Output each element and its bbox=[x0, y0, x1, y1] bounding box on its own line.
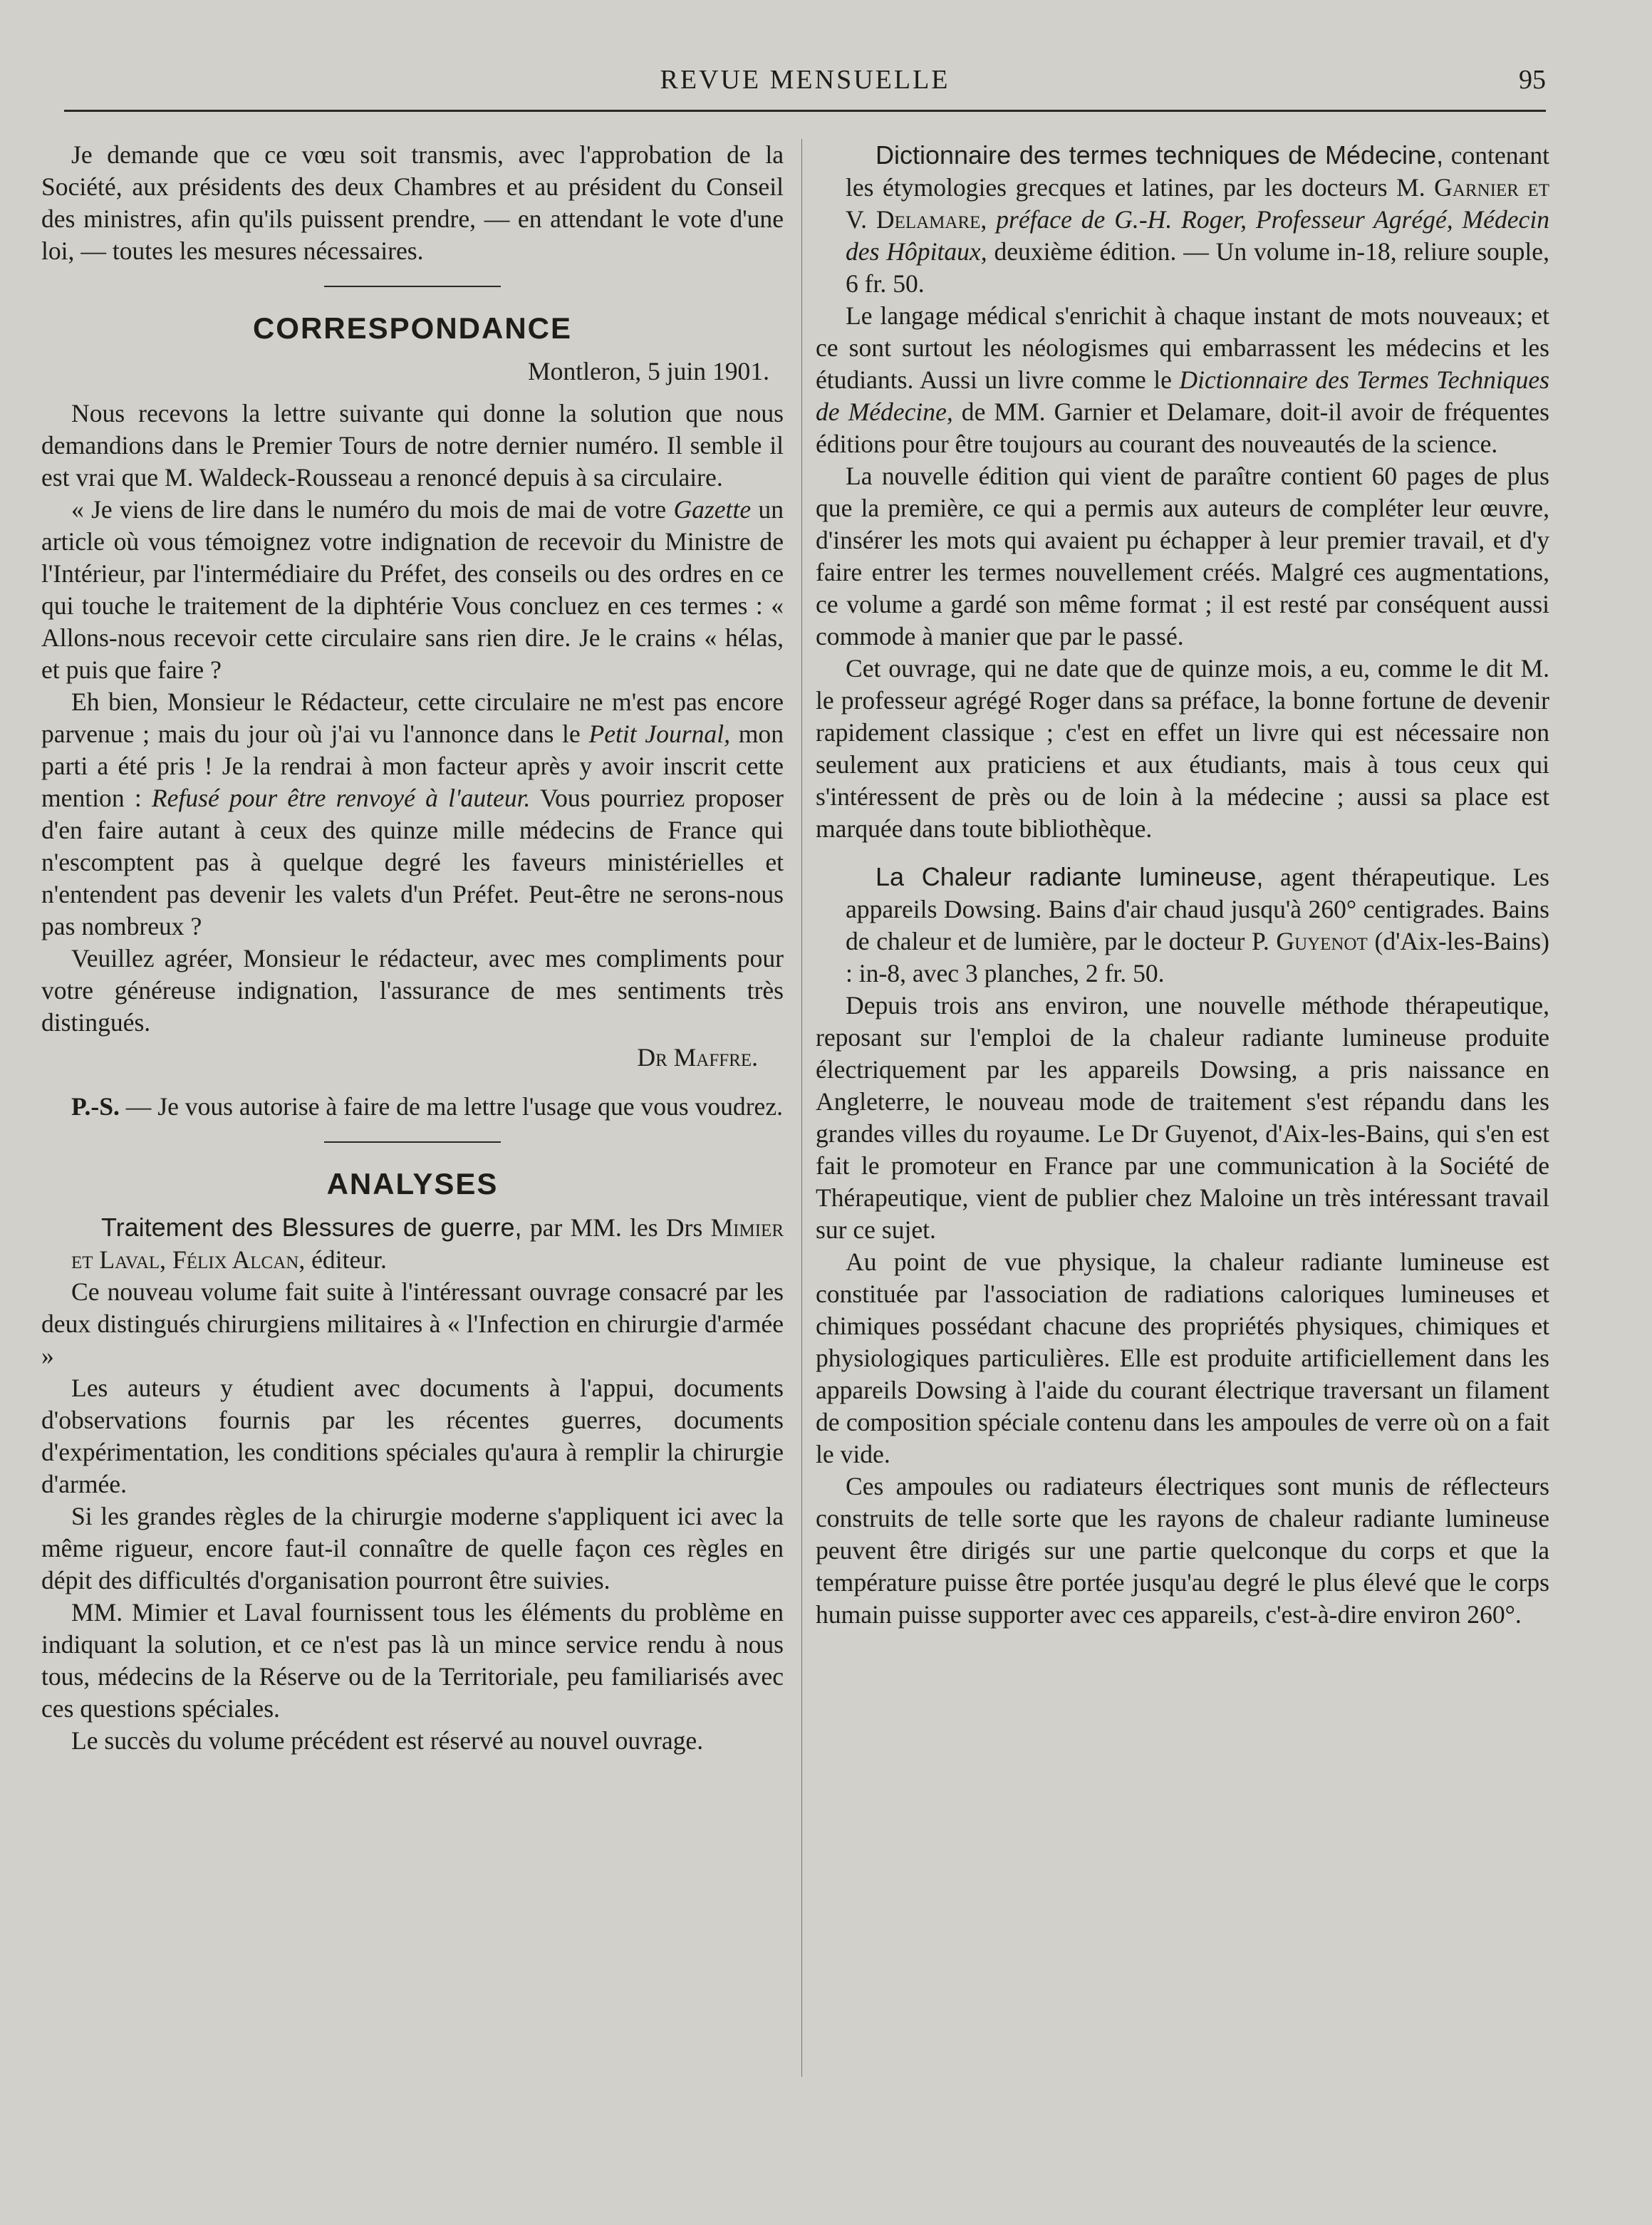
review-paragraph: Les auteurs y étudient avec documents à l'appui, documents d'observations fournis par les récentes guerres, documents d'expérimentation, les conditions spéciales qu'aura à remplir la chirurgie d'armée. bbox=[41, 1374, 784, 1498]
review-paragraph bbox=[816, 300, 1549, 460]
book-authors: Garnier et V. Delamare, bbox=[846, 173, 1549, 234]
section-separator bbox=[324, 1141, 501, 1143]
review-paragraph: MM. Mimier et Laval fournissent tous les éléments du problème en indiquant la solution, et ce n'est pas là un mince service rendu à nous tous, médecins de la Réserve ou de la Territoriale, peu familiarisés avec ces questions spéciales. bbox=[41, 1598, 784, 1723]
book-entry-text: éditeur. bbox=[305, 1245, 387, 1274]
book-title-inline: Dictionnaire des Termes Techniques de Médecine, bbox=[816, 365, 1549, 426]
section-title-correspondance: CORRESPONDANCE bbox=[252, 311, 573, 345]
postscript-text: — Je vous autorise à faire de ma lettre l'usage que vous voudrez. bbox=[119, 1092, 784, 1121]
review-paragraph: Si les grandes règles de la chirurgie moderne s'appliquent ici avec la même rigueur, encore faut-il connaître de quelle façon ces règles en dépit des difficultés d'organisation pourront être suivies. bbox=[41, 1502, 784, 1594]
paragraph-intro-letter: Nous recevons la lettre suivante qui donne la solution que nous demandions dans le Premier Tours de notre dernier numéro. Il semble il est vrai que M. Waldeck-Rousseau a renoncé depuis à sa circulaire. bbox=[41, 399, 784, 492]
book-entry-text: par MM. les Drs bbox=[521, 1213, 711, 1242]
book-title: La Chaleur radiante lumineuse, bbox=[876, 862, 1264, 891]
review-paragraph: Cet ouvrage, qui ne date que de quinze mois, a eu, comme le dit M. le professeur agrégé Roger dans sa préface, la bonne fortune de devenir rapidement classique ; c'est en effet un livre qui est nécessaire non seulement aux praticiens et aux étudiants, mais à tous ceux qui s'intéressent de près ou de loin à la médecine ; aussi sa place est marquée dans toute bibliothèque. bbox=[816, 654, 1549, 843]
quoted-mention: Refusé pour être renvoyé à l'auteur. bbox=[151, 784, 531, 812]
book-entry-text: deuxième édition. — Un volume in-18, reliure souple, 6 fr. 50. bbox=[846, 237, 1549, 298]
letter-text: Vous pourriez proposer d'en faire autant à ceux des quinze mille médecins de France qui n'escomptent pas à quelque degré les faveurs ministérielles et n'entendent pas devenir les valets d'un Préfet. Peut-être ne serons-nous pas nombreux ? bbox=[41, 784, 784, 940]
review-paragraph: Ce nouveau volume fait suite à l'intéressant ouvrage consacré par les deux distingués chirurgiens militaires à « l'Infection en chirurgie d'armée » bbox=[41, 1277, 784, 1370]
book-entry-text: contenant les étymologies grecques et latines, par les docteurs M. bbox=[846, 141, 1549, 202]
spacer bbox=[816, 845, 1549, 861]
letter-text: mon parti a été pris ! Je la rendrai à mon facteur après y avoir inscrit cette mention : bbox=[41, 720, 784, 812]
book-entry-dictionnaire bbox=[816, 139, 1549, 300]
publication-title: Petit Journal, bbox=[588, 720, 730, 748]
book-entry-blessures bbox=[41, 1211, 784, 1276]
running-title: REVUE MENSUELLE bbox=[660, 65, 950, 95]
review-paragraph: Depuis trois ans environ, une nouvelle méthode thérapeutique, reposant sur l'emploi de la chaleur radiante lumineuse produite électriquement par les appareils Dowsing, a pris naissance en Angleterre, le nouveau mode de traitement s'est répandu dans les grandes villes du royaume. Le Dr Guyenot, d'Aix-les-Bains, qui s'en est fait le promoteur en France par une communication à la Société de Thérapeutique, vient de publier chez Maloine un très intéressant travail sur ce sujet. bbox=[816, 991, 1549, 1244]
review-paragraph: Au point de vue physique, la chaleur radiante lumineuse est constituée par l'association de radiations caloriques lumineuses et chimiques possédant chacune des propriétés physiques, chimiques et physiologiques particulières. Elle est produite artificiellement dans les appareils Dowsing à l'aide du courant électrique traversant un filament de composition spéciale contenu dans les ampoules de verre où on a fait le vide. bbox=[816, 1248, 1549, 1468]
book-entry-text: (d'Aix-les-Bains) : in-8, avec 3 planches, 2 fr. 50. bbox=[846, 927, 1549, 987]
letter-text: un article où vous témoignez votre indignation de recevoir du Ministre de l'Intérieur, par l'intermédiaire du Préfet, des conseils ou des ordres en ce qui touche le traitement de la diphtérie Vous concluez en ces termes : « Allons-nous recevoir cette circulaire sans rien dire. Je le crains « hélas, et puis que faire ? bbox=[41, 495, 784, 684]
column-divider bbox=[801, 139, 802, 2077]
letter-signature: Dr Maffre. bbox=[637, 1043, 758, 1072]
postscript bbox=[41, 1091, 784, 1123]
page-number: 95 bbox=[1519, 65, 1546, 95]
letter-text: « Je viens de lire dans le numéro du mois de mai de votre bbox=[71, 495, 674, 524]
book-title: Dictionnaire des termes techniques de Médecine, bbox=[876, 140, 1444, 170]
letter-dateline: Montleron, 5 juin 1901. bbox=[528, 357, 769, 385]
postscript-label: P.-S. bbox=[71, 1092, 120, 1121]
letter-paragraph-1 bbox=[41, 494, 784, 686]
publication-title: Gazette bbox=[673, 495, 752, 524]
book-authors: Mimier et Laval, Félix Alcan, bbox=[71, 1213, 784, 1274]
book-author: Guyenot bbox=[1276, 927, 1368, 955]
section-title-analyses: ANALYSES bbox=[326, 1167, 499, 1200]
review-paragraph: Le succès du volume précédent est réservé au nouvel ouvrage. bbox=[71, 1726, 704, 1755]
letter-paragraph-3: Veuillez agréer, Monsieur le rédacteur, avec mes compliments pour votre généreuse indignation, l'assurance de mes sentiments très distingués. bbox=[41, 944, 784, 1037]
running-header bbox=[64, 51, 1546, 101]
review-paragraph: Ces ampoules ou radiateurs électriques sont munis de réflecteurs construits de telle sorte que les rayons de chaleur radiante lumineuse peuvent être dirigés sur une partie quelconque du corps et que la température puisse être portée jusqu'au degré le plus élevé que le corps humain puisse supporter avec ces appareils, c'est-à-dire environ 260°. bbox=[816, 1472, 1549, 1629]
letter-text: Eh bien, Monsieur le Rédacteur, cette circulaire ne m'est pas encore parvenue ; mais du jour où j'ai vu l'annonce dans le bbox=[41, 688, 784, 748]
review-text: Le langage médical s'enrichit à chaque instant de mots nouveaux; et ce sont surtout les néologismes qui embarrassent les médecins et les étudiants. Aussi un livre comme le bbox=[816, 301, 1549, 394]
review-paragraph: La nouvelle édition qui vient de paraître contient 60 pages de plus que la première, ce qui a permis aux auteurs de compléter leur œuvre, d'insérer les mots qui avaient pu échapper à leur premier travail, et d'y faire entrer les termes nouvellement créés. Malgré ces augmentations, ce volume a gardé son même format ; il est resté par conséquent aussi commode à manier que par le passé. bbox=[816, 462, 1549, 650]
book-entry-text: agent thérapeutique. Les appareils Dowsing. Bains d'air chaud jusqu'à 260° centigrades. Bains de chaleur et de lumière, par le docteur P. bbox=[846, 863, 1550, 955]
review-text: de MM. Garnier et Delamare, doit-il avoir de fréquentes éditions pour être toujours au courant des nouveautés de la science. bbox=[816, 398, 1549, 458]
section-separator bbox=[324, 286, 501, 287]
left-column bbox=[41, 139, 784, 1757]
header-rule bbox=[64, 110, 1546, 112]
right-column bbox=[816, 139, 1549, 1631]
book-preface: préface de G.-H. Roger, Professeur Agrégé, Médecin des Hôpitaux, bbox=[846, 205, 1550, 266]
book-entry-chaleur bbox=[816, 861, 1549, 990]
book-title: Traitement des Blessures de guerre, bbox=[101, 1213, 522, 1242]
letter-paragraph-2 bbox=[41, 686, 784, 943]
paragraph-voeu: Je demande que ce vœu soit transmis, avec l'approbation de la Société, aux présidents des deux Chambres et au président du Conseil des ministres, afin qu'ils puissent prendre, — en attendant le vote d'une loi, — toutes les mesures nécessaires. bbox=[41, 140, 784, 265]
